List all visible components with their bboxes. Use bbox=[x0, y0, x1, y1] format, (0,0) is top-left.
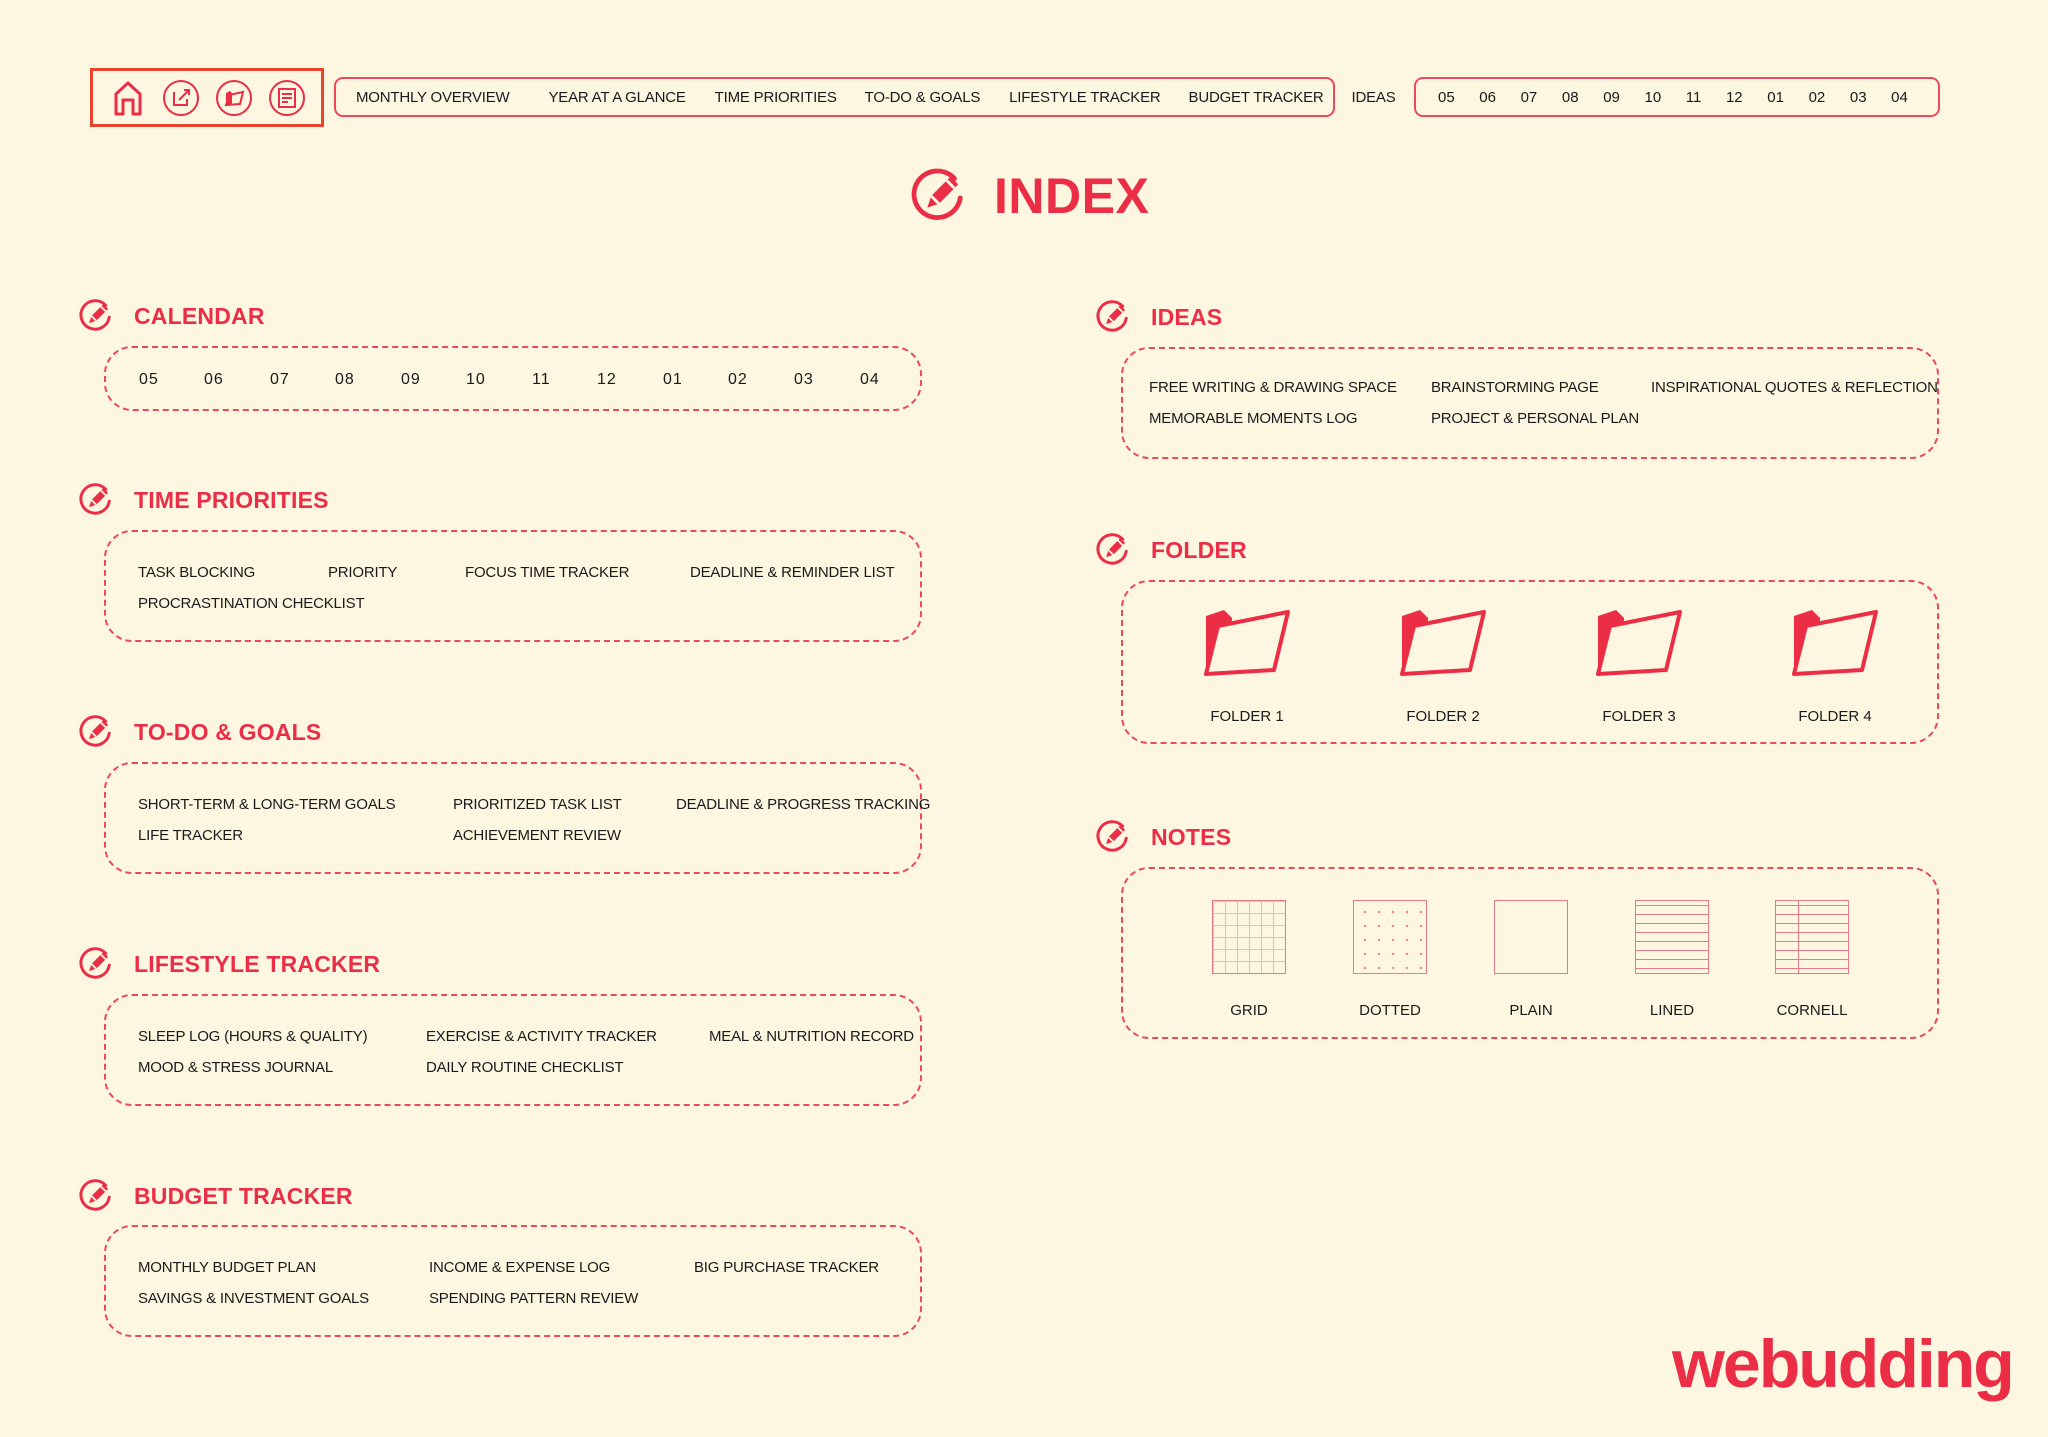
folder-item[interactable] bbox=[1192, 606, 1302, 725]
calendar-month[interactable]: 10 bbox=[466, 371, 486, 388]
note-template-lined[interactable] bbox=[1627, 900, 1717, 1019]
folder-icon bbox=[1398, 606, 1488, 678]
calendar-month[interactable]: 07 bbox=[270, 371, 290, 388]
cornell-paper-icon bbox=[1775, 900, 1849, 974]
nav-budget-tracker[interactable]: BUDGET TRACKER bbox=[1188, 88, 1324, 106]
note-label: CORNELL bbox=[1776, 1002, 1848, 1019]
month-tab[interactable]: 09 bbox=[1603, 88, 1620, 106]
calendar-month[interactable]: 09 bbox=[401, 371, 421, 388]
calendar-month[interactable]: 02 bbox=[728, 371, 748, 388]
list-item[interactable]: BRAINSTORMING PAGE bbox=[1431, 379, 1599, 396]
list-item[interactable]: DEADLINE & REMINDER LIST bbox=[690, 564, 895, 581]
page-title-text: INDEX bbox=[994, 168, 1150, 224]
brand-logo: webudding bbox=[1672, 1326, 2013, 1402]
month-tab[interactable]: 02 bbox=[1808, 88, 1826, 106]
pencil-icon bbox=[1093, 298, 1131, 336]
calendar-month[interactable]: 11 bbox=[532, 371, 551, 388]
pencil-icon bbox=[76, 713, 114, 751]
section-header-lifestyle bbox=[76, 946, 380, 982]
section-header-folder bbox=[1093, 532, 1247, 568]
section-header-time-priorities bbox=[76, 482, 329, 518]
list-item[interactable]: TASK BLOCKING bbox=[138, 564, 256, 581]
list-item[interactable]: MEAL & NUTRITION RECORD bbox=[709, 1028, 914, 1045]
nav-time-priorities[interactable]: TIME PRIORITIES bbox=[714, 88, 837, 106]
list-item[interactable]: PRIORITY bbox=[328, 564, 398, 581]
toolbar-icon-group bbox=[90, 68, 324, 127]
list-item[interactable]: BIG PURCHASE TRACKER bbox=[694, 1259, 879, 1276]
calendar-month[interactable]: 01 bbox=[663, 371, 683, 388]
month-tab[interactable]: 03 bbox=[1849, 88, 1867, 106]
folder-icon[interactable] bbox=[214, 78, 254, 118]
folder-icon bbox=[1594, 606, 1684, 678]
note-template-dotted[interactable] bbox=[1345, 900, 1435, 1019]
note-label: DOTTED bbox=[1359, 1002, 1421, 1019]
section-header-todo-goals bbox=[76, 714, 321, 750]
pencil-icon bbox=[906, 165, 968, 227]
note-template-cornell[interactable] bbox=[1767, 900, 1857, 1019]
section-header-ideas bbox=[1093, 299, 1222, 335]
calendar-month[interactable]: 06 bbox=[204, 371, 224, 388]
month-tab[interactable]: 05 bbox=[1438, 88, 1455, 106]
month-tab[interactable]: 01 bbox=[1767, 88, 1784, 106]
todo-goals-box bbox=[104, 762, 931, 874]
top-nav bbox=[334, 77, 1396, 117]
calendar-box bbox=[104, 346, 922, 411]
pencil-icon bbox=[76, 481, 114, 519]
folder-item[interactable] bbox=[1388, 606, 1498, 725]
section-title: BUDGET TRACKER bbox=[134, 1182, 353, 1209]
ideas-box bbox=[1121, 347, 1939, 459]
note-template-grid[interactable] bbox=[1204, 900, 1294, 1019]
list-item[interactable]: PROJECT & PERSONAL PLAN bbox=[1431, 410, 1639, 427]
list-item[interactable]: SAVINGS & INVESTMENT GOALS bbox=[138, 1290, 369, 1307]
month-tab[interactable]: 11 bbox=[1685, 88, 1702, 106]
section-title: TO-DO & GOALS bbox=[134, 718, 322, 745]
section-header-notes bbox=[1093, 819, 1231, 855]
month-selector bbox=[1414, 77, 1940, 117]
lined-paper-icon bbox=[1635, 900, 1709, 974]
list-item[interactable]: SHORT-TERM & LONG-TERM GOALS bbox=[138, 796, 396, 813]
list-item[interactable]: DAILY ROUTINE CHECKLIST bbox=[426, 1059, 624, 1076]
month-tab[interactable]: 06 bbox=[1479, 88, 1496, 106]
folder-label: FOLDER 3 bbox=[1602, 708, 1676, 725]
dotted-paper-icon bbox=[1353, 900, 1427, 974]
list-item[interactable]: INCOME & EXPENSE LOG bbox=[429, 1259, 611, 1276]
note-template-plain[interactable] bbox=[1486, 900, 1576, 1019]
calendar-month[interactable]: 03 bbox=[794, 371, 814, 388]
calendar-month[interactable]: 08 bbox=[335, 371, 355, 388]
calendar-month[interactable]: 04 bbox=[860, 371, 880, 388]
lifestyle-box bbox=[104, 994, 922, 1106]
folder-item[interactable] bbox=[1584, 606, 1694, 725]
folder-label: FOLDER 1 bbox=[1210, 708, 1284, 725]
section-title: IDEAS bbox=[1151, 303, 1223, 330]
folder-item[interactable] bbox=[1780, 606, 1890, 725]
pencil-icon bbox=[76, 945, 114, 983]
nav-todo-goals[interactable]: TO-DO & GOALS bbox=[864, 88, 981, 106]
grid-paper-icon bbox=[1212, 900, 1286, 974]
month-tab[interactable]: 04 bbox=[1891, 88, 1908, 106]
list-item[interactable]: PRIORITIZED TASK LIST bbox=[453, 796, 622, 813]
folder-box bbox=[1121, 580, 1939, 744]
pencil-icon bbox=[1093, 531, 1131, 569]
folder-label: FOLDER 2 bbox=[1406, 708, 1480, 725]
section-header-calendar bbox=[76, 298, 265, 334]
note-icon[interactable] bbox=[267, 78, 307, 118]
list-item[interactable]: DEADLINE & PROGRESS TRACKING bbox=[676, 796, 931, 813]
list-item[interactable]: ACHIEVEMENT REVIEW bbox=[453, 827, 621, 844]
nav-monthly-overview[interactable]: MONTHLY OVERVIEW bbox=[356, 88, 510, 106]
month-tab[interactable]: 12 bbox=[1725, 88, 1743, 106]
nav-lifestyle-tracker[interactable]: LIFESTYLE TRACKER bbox=[1009, 88, 1161, 106]
pencil-icon bbox=[1093, 818, 1131, 856]
edit-icon[interactable] bbox=[161, 78, 201, 118]
list-item[interactable]: FOCUS TIME TRACKER bbox=[465, 564, 630, 581]
list-item[interactable]: MEMORABLE MOMENTS LOG bbox=[1149, 410, 1358, 427]
month-tab[interactable]: 10 bbox=[1644, 88, 1662, 106]
section-title: TIME PRIORITIES bbox=[134, 486, 329, 513]
plain-paper-icon bbox=[1494, 900, 1568, 974]
nav-ideas[interactable]: IDEAS bbox=[1351, 88, 1396, 106]
pencil-icon bbox=[76, 297, 114, 335]
notes-box bbox=[1121, 867, 1939, 1039]
folder-icon bbox=[1202, 606, 1292, 678]
month-tab[interactable]: 07 bbox=[1520, 88, 1538, 106]
budget-box bbox=[104, 1225, 922, 1337]
month-tab[interactable]: 08 bbox=[1561, 88, 1579, 106]
section-title: CALENDAR bbox=[134, 302, 265, 329]
list-item[interactable]: FREE WRITING & DRAWING SPACE bbox=[1149, 379, 1397, 396]
page-title bbox=[906, 165, 1149, 227]
list-item[interactable]: PROCRASTINATION CHECKLIST bbox=[138, 595, 365, 612]
folder-icon bbox=[1790, 606, 1880, 678]
section-title: FOLDER bbox=[1151, 536, 1247, 563]
time-priorities-box bbox=[104, 530, 922, 642]
note-label: LINED bbox=[1649, 1002, 1695, 1019]
list-item[interactable]: SPENDING PATTERN REVIEW bbox=[429, 1290, 639, 1307]
nav-year-at-a-glance[interactable]: YEAR AT A GLANCE bbox=[548, 88, 686, 106]
calendar-month[interactable]: 12 bbox=[597, 371, 617, 388]
list-item[interactable]: SLEEP LOG (HOURS & QUALITY) bbox=[138, 1028, 368, 1045]
note-label: GRID bbox=[1230, 1002, 1268, 1019]
note-label: PLAIN bbox=[1509, 1002, 1553, 1019]
section-title: LIFESTYLE TRACKER bbox=[134, 950, 381, 977]
list-item[interactable]: MOOD & STRESS JOURNAL bbox=[138, 1059, 333, 1076]
list-item[interactable]: MONTHLY BUDGET PLAN bbox=[138, 1259, 316, 1276]
section-title: NOTES bbox=[1151, 823, 1232, 850]
list-item[interactable]: LIFE TRACKER bbox=[138, 827, 243, 844]
section-header-budget bbox=[76, 1178, 353, 1214]
home-icon[interactable] bbox=[108, 78, 148, 118]
list-item[interactable]: INSPIRATIONAL QUOTES & REFLECTION bbox=[1651, 379, 1938, 396]
pencil-icon bbox=[76, 1177, 114, 1215]
list-item[interactable]: EXERCISE & ACTIVITY TRACKER bbox=[426, 1028, 657, 1045]
calendar-month[interactable]: 05 bbox=[139, 371, 159, 388]
folder-label: FOLDER 4 bbox=[1798, 708, 1872, 725]
